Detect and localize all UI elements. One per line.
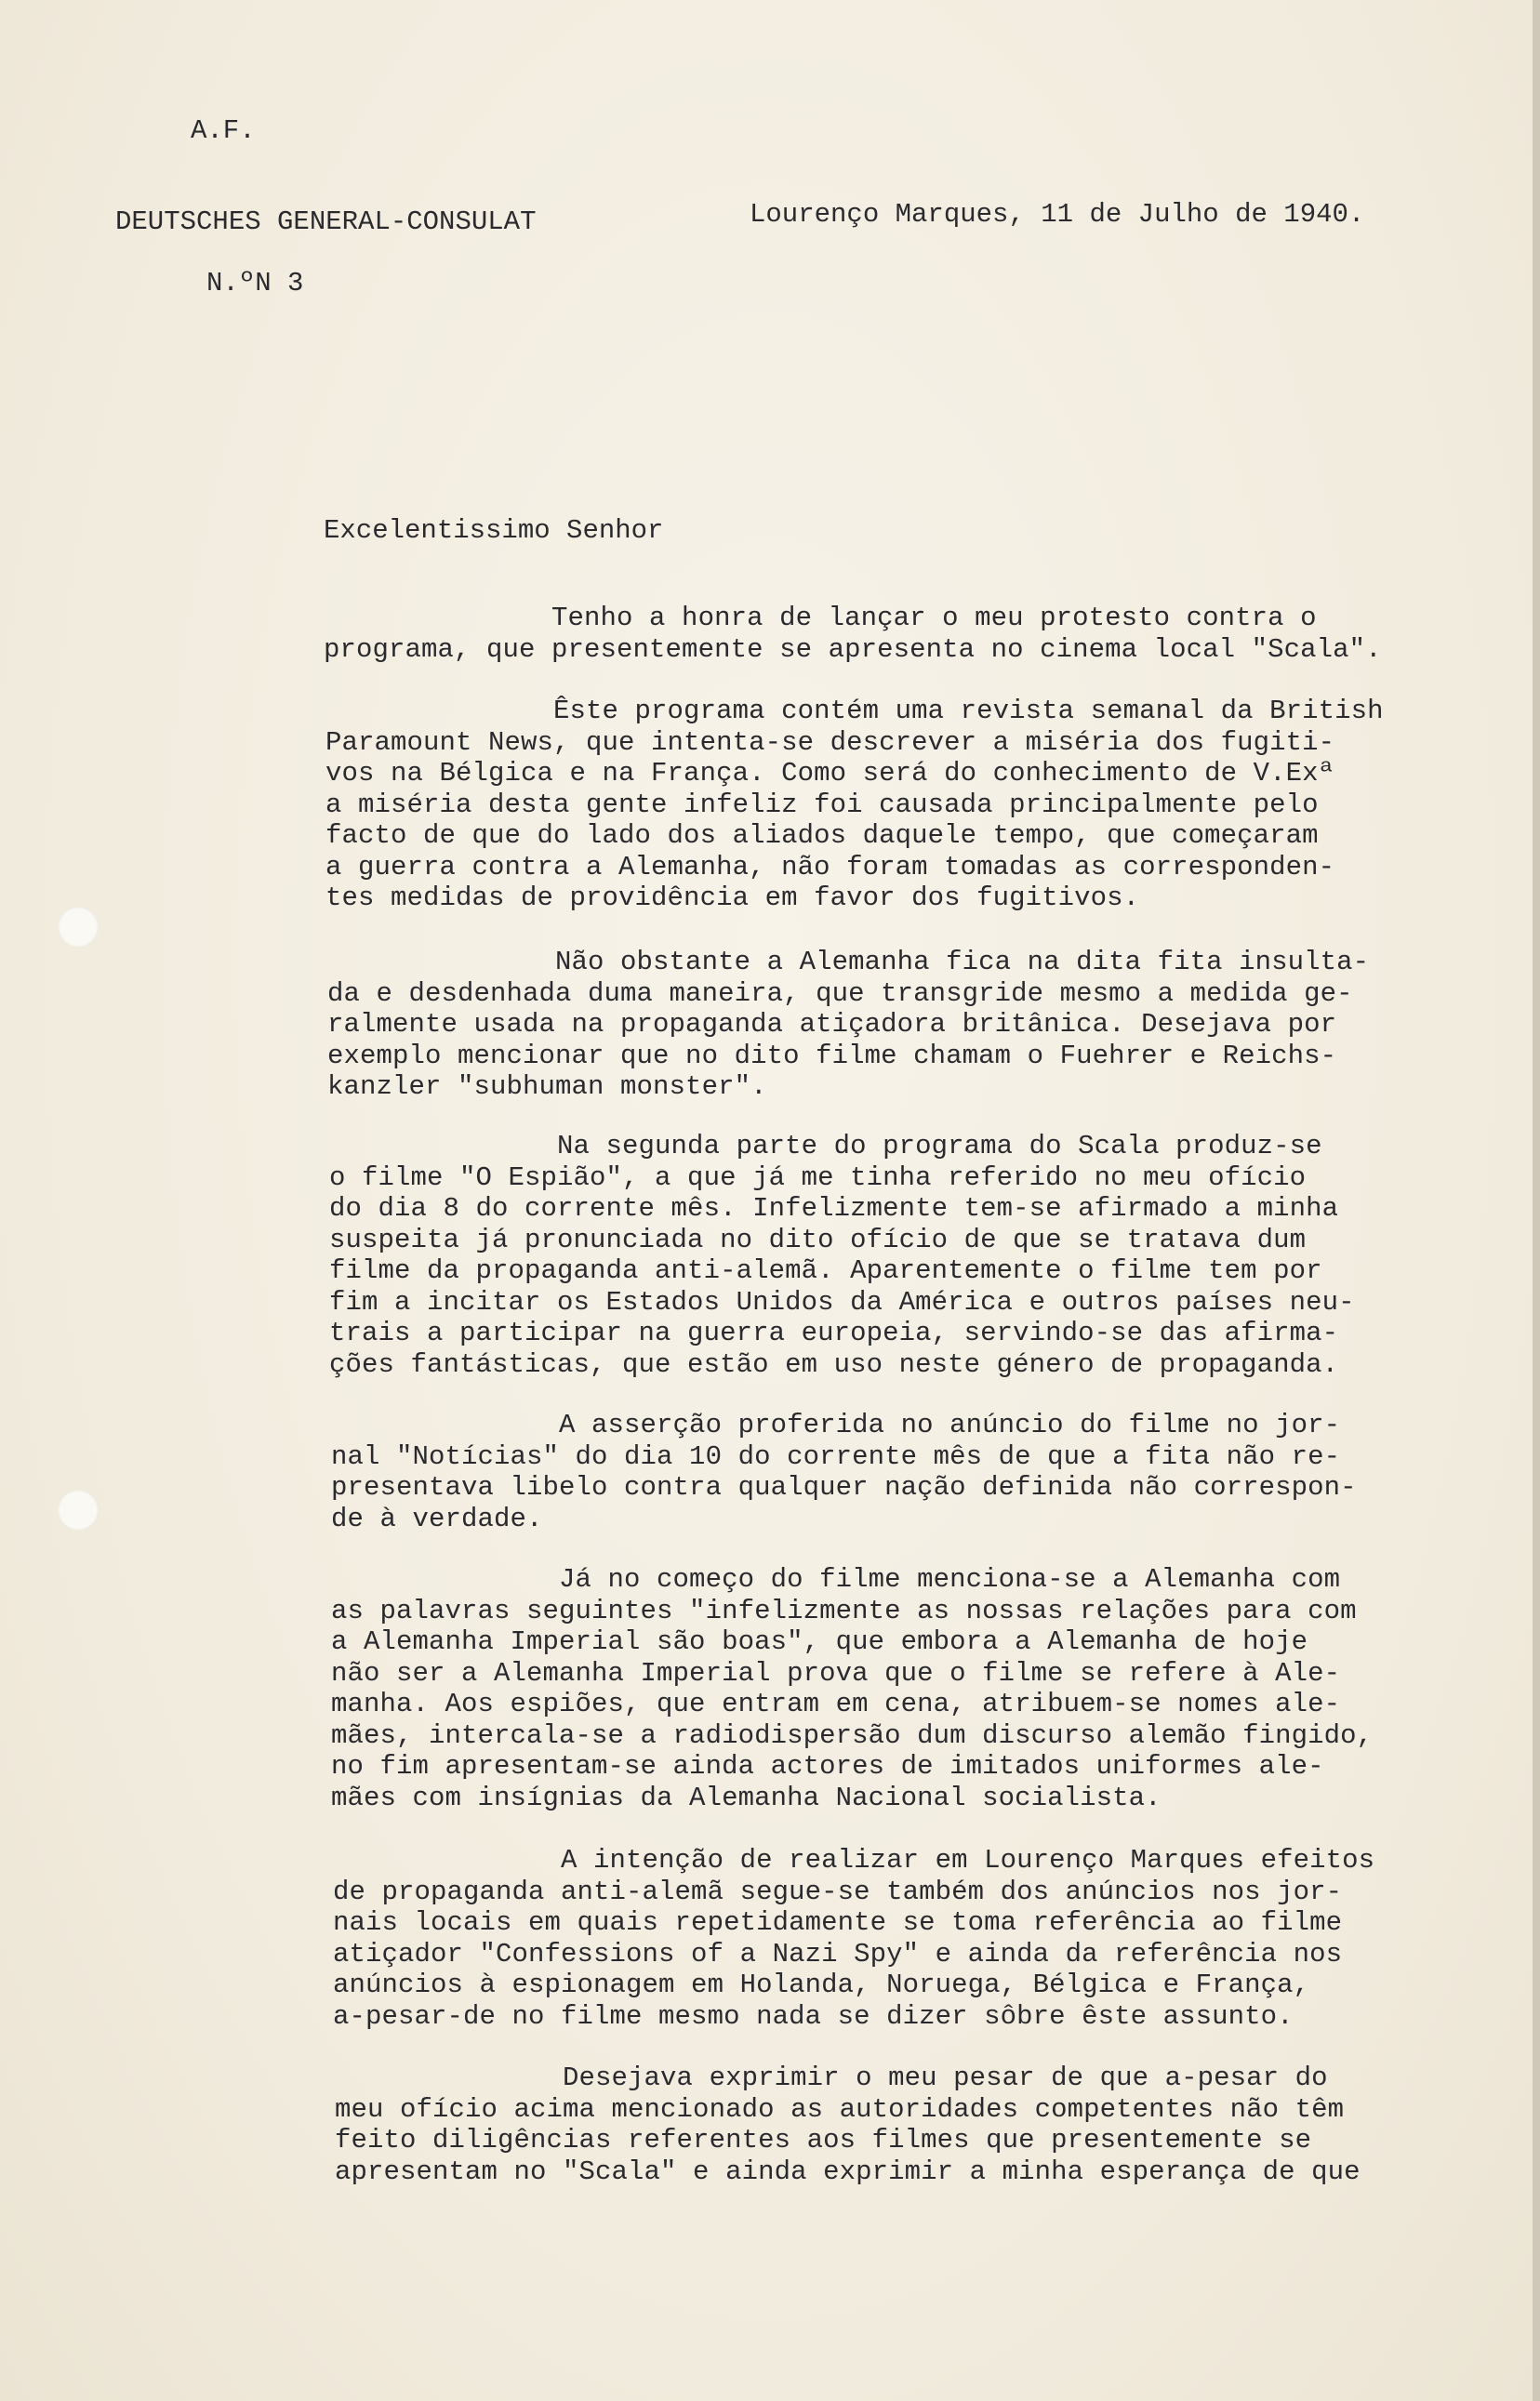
punch-hole xyxy=(58,1490,99,1531)
page-edge xyxy=(1533,0,1540,2401)
paragraph: A intenção de realizar em Lourenço Marques efeitos de propaganda anti-alemã segue-se também dos anúncios nos jor- nais locais em quais repetidamente se toma referência ao filme atiçador "Confessions of a Nazi Spy" e ainda da referência nos anúncios à espionagem em Holanda, Noruega, Bélgica e França, a-pesar-de no filme mesmo nada se dizer sôbre êste assunto. xyxy=(333,1845,1375,2032)
reference-number: N.ºN 3 xyxy=(206,268,304,298)
initials: A.F. xyxy=(191,115,256,146)
paragraph: Já no começo do filme menciona-se a Alemanha com as palavras seguintes "infelizmente as nossas relações para com a Alemanha Imperial são boas", que embora a Alemanha de hoje não ser a Alemanha Imperial prova que o filme se refere à Ale- manha. Aos espiões, que entram em cena, atribuem-se nomes ale- mães, intercala-se a radiodispersão dum discurso alemão fingido, no fim apresentam-se ainda actores de imitados uniformes ale- mães com insígnias da Alemanha Nacional socialista. xyxy=(331,1564,1374,1813)
sender-name: DEUTSCHES GENERAL-CONSULAT xyxy=(115,206,537,237)
paragraph: Tenho a honra de lançar o meu protesto contra o programa, que presentemente se apresenta no cinema local "Scala". xyxy=(324,603,1382,665)
place-date: Lourenço Marques, 11 de Julho de 1940. xyxy=(750,199,1365,230)
paragraph: A asserção proferida no anúncio do filme no jor- nal "Notícias" do dia 10 do corrente mês de que a fita não re- presentava libelo contra qualquer nação definida não correspon- de à verdade. xyxy=(331,1410,1357,1534)
salutation: Excelentissimo Senhor xyxy=(324,515,664,546)
paragraph: Na segunda parte do programa do Scala produz-se o filme "O Espião", a que já me tinha referido no meu ofício do dia 8 do corrente mês. Infelizmente tem-se afirmado a minha suspeita já pronunciada no dito ofício de que se tratava dum filme da propaganda anti-alemã. Aparentemente o filme tem por fim a incitar os Estados Unidos da América e outros países neu- trais a participar na guerra europeia, servindo-se das afirma- ções fantásticas, que estão em uso neste género de propaganda. xyxy=(329,1131,1355,1380)
paragraph: Desejava exprimir o meu pesar de que a-pesar do meu ofício acima mencionado as autoridades competentes não têm feito diligências referentes aos filmes que presentemente se apresentam no "Scala" e ainda exprimir a minha esperança de que xyxy=(335,2063,1361,2187)
paragraph: Não obstante a Alemanha fica na dita fita insulta- da e desdenhada duma maneira, que transgride mesmo a medida ge- ralmente usada na propaganda atiçadora britânica. Desejava por exemplo mencionar que no dito filme chamam o Fuehrer e Reichs- kanzler "subhuman monster". xyxy=(327,947,1370,1102)
paragraph: Êste programa contém uma revista semanal da British Paramount News, que intenta-se descrever a miséria dos fugiti- vos na Bélgica e na França. Como será do conhecimento de V.Exª a miséria desta gente infeliz foi causada principalmente pelo facto de que do lado dos aliados daquele tempo, que começaram a guerra contra a Alemanha, não foram tomadas as corresponden- tes medidas de providência em favor dos fugitivos. xyxy=(325,696,1384,913)
punch-hole xyxy=(58,907,99,948)
